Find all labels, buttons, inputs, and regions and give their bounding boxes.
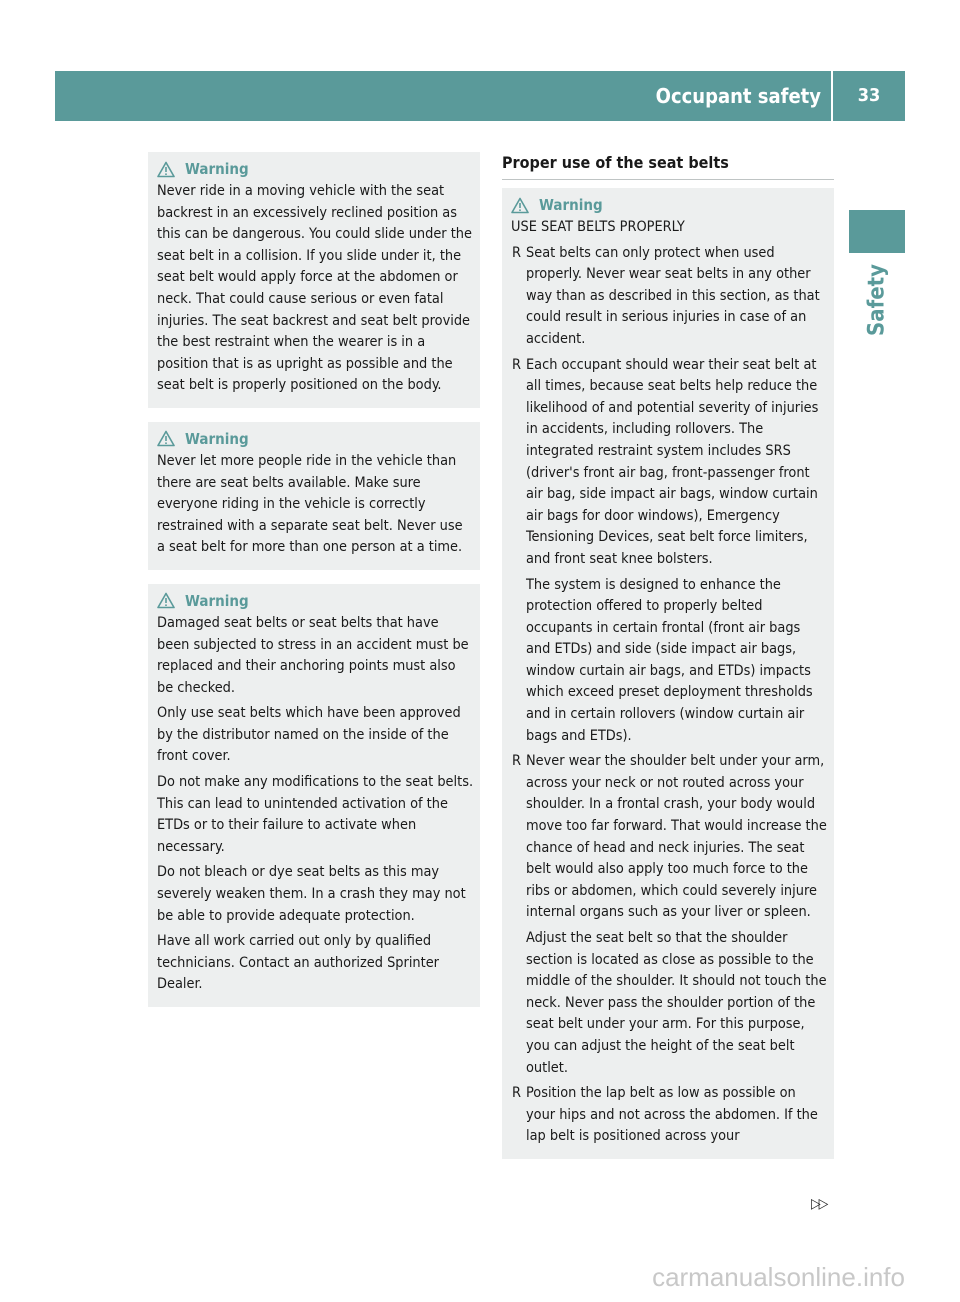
warning-box: [502, 188, 834, 1159]
warning-paragraph: Only use seat belts which have been approved by the distributor named on the inside of the front cover.: [157, 705, 461, 765]
bullet-paragraph: Never wear the shoulder belt under your arm, across your neck or not routed across your shoulder. In a frontal crash, your body would move too far forward. That would increase the chance of head and neck injuries. The seat belt would also apply too much force to the ribs or abdomen, which could severely injure internal organs such as your liver or spleen.: [526, 753, 827, 921]
warning-paragraph: Do not make any modifications to the seat belts. This can lead to unintended activation of the ETDs or to their failure to activate when necessary.: [157, 774, 474, 855]
chapter-tab: [849, 210, 905, 253]
warning-box: [148, 584, 480, 1007]
section-title: Occupant safety: [655, 84, 821, 108]
bullet-paragraph: Each occupant should wear their seat belt at all times, because seat belts help reduce the likelihood of and potential severity of injuries in accidents, including rollovers. The integrated restraint system includes SRS (driver's front air bag, front-passenger front air bag, side impact air bags, window curtain air bags for door windows), Emergency Tensioning Devices, seat belt force limiters, and front seat knee bolsters.: [526, 356, 819, 567]
warning-header: [157, 427, 474, 451]
warning-title: Warning: [185, 160, 249, 178]
warning-paragraph: Have all work carried out only by qualified technicians. Contact an authorized Sprinter Dealer.: [157, 933, 440, 993]
warning-header: [157, 157, 474, 181]
warning-title: Warning: [539, 196, 603, 214]
bullet-marker: R: [512, 753, 521, 770]
bullet-paragraph: Position the lap belt as low as possible on your hips and not across the abdomen. If the lap belt is positioned across your: [526, 1085, 818, 1145]
chapter-label: Safety: [864, 263, 890, 337]
list-item: [511, 751, 828, 1079]
warning-box: [148, 152, 480, 408]
warning-triangle-icon: [157, 430, 175, 447]
warning-title: Warning: [185, 591, 249, 610]
bullet-paragraph: Seat belts can only protect when used properly. Never wear seat belts in any other way than as described in this section, as that could result in serious injuries in case of an accident.: [526, 244, 820, 347]
bullet-marker: R: [512, 244, 521, 261]
warning-paragraph: Never ride in a moving vehicle with the seat backrest in an excessively reclined position as this can be dangerous. You could slide under the seat belt in a collision. If you slide under it, the seat belt would apply force at the abdomen or neck. That could cause serious or even fatal injuries. The seat backrest and seat belt provide the best restraint when the wearer is in a position that is as upright as possible and the seat belt is properly positioned on the body.: [157, 183, 472, 394]
watermark: carmanualsonline.info: [652, 1262, 905, 1292]
warning-header: [157, 589, 474, 613]
warning-triangle-icon: [157, 592, 175, 609]
warning-title: Warning: [185, 429, 249, 448]
warning-triangle-icon: [157, 161, 175, 178]
warning-paragraph: Damaged seat belts or seat belts that have been subjected to stress in an accident must be replaced and their anchoring points must also be checked.: [157, 614, 469, 696]
bullet-marker: R: [512, 356, 521, 373]
bullet-paragraph: The system is designed to enhance the protection offered to properly belted occupants in certain frontal (front air bags and ETDs) and side (side impact air bags, window curtain air bags, and ETDs) impacts which exceed preset deployment thresholds and in certain rollovers (window curtain air bags and ETDs).: [526, 576, 813, 744]
warning-box: [148, 422, 480, 570]
right-column: [502, 152, 834, 1173]
warning-paragraph: Never let more people ride in the vehicle than there are seat belts available. Make sure everyone riding in the vehicle is correctly restrained with a separate seat belt. Never use a seat belt for more than one person at a time.: [157, 452, 463, 556]
bullet-marker: R: [512, 1085, 521, 1102]
bullet-paragraph: Adjust the seat belt so that the shoulder section is located as close as possible to the middle of the shoulder. It should not touch the neck. Never pass the shoulder portion of the seat belt under your arm. For this purpose, you can adjust the height of the seat belt outlet.: [526, 930, 827, 1076]
list-item: [511, 355, 828, 748]
warning-header: [511, 193, 828, 217]
section-heading: Proper use of the seat belts: [502, 152, 834, 180]
warning-triangle-icon: [511, 197, 529, 214]
continued-indicator: ▷▷: [811, 1196, 827, 1212]
page-number: 33: [857, 85, 881, 106]
warning-paragraph: Do not bleach or dye seat belts as this may severely weaken them. In a crash they may not be able to provide adequate protection.: [157, 864, 466, 924]
list-item: [511, 1083, 828, 1148]
list-item: [511, 243, 828, 351]
page-header-bar: [55, 71, 905, 121]
bullet-list: [511, 243, 828, 1148]
warning-intro: USE SEAT BELTS PROPERLY: [511, 219, 685, 235]
left-column: [148, 152, 480, 1021]
